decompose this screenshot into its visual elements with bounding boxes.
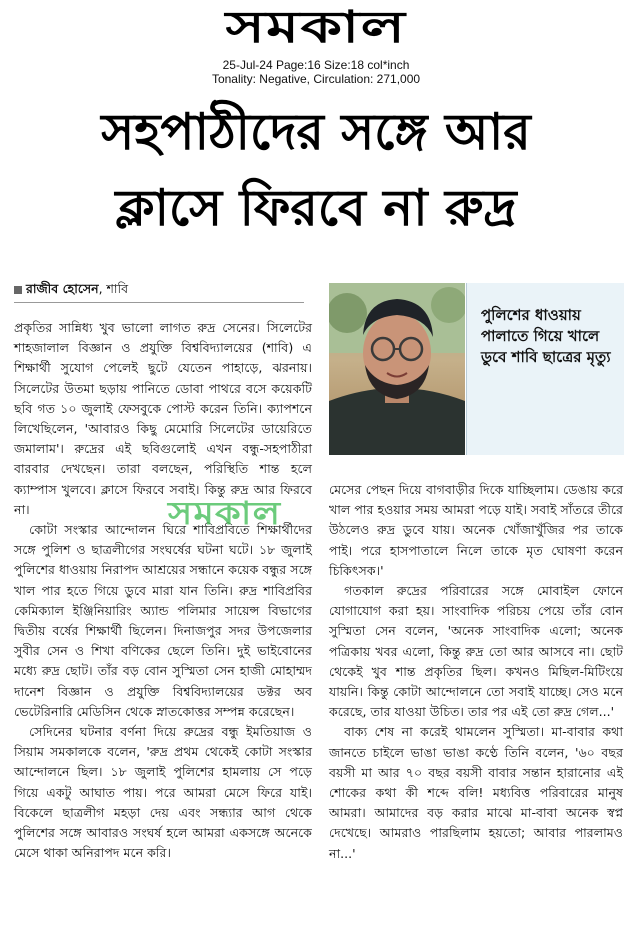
article-paragraph: প্রকৃতির সান্নিধ্য খুব ভালো লাগত রুদ্র সেনের। সিলেটের শাহজালাল বিজ্ঞান ও প্রযুক্তি বিশ্ববিদ্যালয়ের (শাবি) এ শিক্ষার্থী সুযোগ পেলেই ছুটে যেতেন পাহাড়ে, ঝরনায়। সিলেটের উতমা ছড়ায় পানিতে ডোবা পাথরে বসে কয়েকটি ছবি গত ১০ জুলাই ফেসবুকে পোস্ট করেন তিনি। ক্যাপশনে লিখেছিলেন, 'আবারও কিছু মেমোরি সিলেটের ডায়েরিতে জমালাম'। রুদ্রের এই ছবিগুলোই এখন বন্ধু-সহপাঠীরা বারবার দেখছেন। তারা বলছেন, পরিস্থিতি শান্ত হলে ক্যাম্পাস খুলবে। ক্লাসে ফিরবে সবাই। কিন্তু রুদ্র আর ফিরবে না। [14, 320, 312, 517]
byline-place: , শাবি [98, 281, 129, 296]
article-paragraph: সেদিনের ঘটনার বর্ণনা দিয়ে রুদ্রের বন্ধু ইমতিয়াজ ও সিয়াম সমকালকে বলেন, 'রুদ্র প্রথম থেকেই কোটা সংস্কার আন্দোলনে ছিল। ১৮ জুলাই পুলিশের হামলায় সে পড়ে গিয়ে একটু আঘাত পায়। পরে আমরা মেসে ফিরে যাই। বিকেলে ছাত্রলীগ মহড়া দেয় এবং সন্ধ্যার আগ থেকে পুলিশের সঙ্গে আবারও সংঘর্ষ হলে আমরা একসঙ্গে অনেকে মেসে থাকা অনিরাপদ মনে করি। [14, 724, 312, 861]
pull-quote-text: পুলিশের ধাওয়ায় পালাতে গিয়ে খালে ডুবে শাবি ছাত্রের মৃত্যু [481, 306, 611, 366]
masthead [0, 0, 632, 56]
headline-line-2: ক্লাসে ফিরবে না রুদ্র [115, 179, 517, 237]
article-paragraph: কোটা সংস্কার আন্দোলন ঘিরে শাবিপ্রবিতে শিক্ষার্থীদের সঙ্গে পুলিশ ও ছাত্রলীগের সংঘর্ষের ঘটনা ঘটে। ১৮ জুলাই পুলিশের ধাওয়ায় নিরাপদ আশ্রয়ের সন্ধানে কয়েক বন্ধুর সঙ্গে খাল পার হতে গিয়ে ডুবে মারা যান তিনি। রুদ্র শাবিপ্রবির কেমিক্যাল ইঞ্জিনিয়ারিং অ্যান্ড পলিমার সায়েন্স বিভাগের দ্বিতীয় বর্ষের শিক্ষার্থী ছিলেন। দিনাজপুর সদর উপজেলার সুবীর সেন ও শিখা বণিকের ছেলে তিনি। দুই ভাইবোনের মধ্যে রুদ্র ছোট। তাঁর বড় বোন সুস্মিতা সেন হাজী মোহাম্মদ দানেশ বিজ্ঞান ও প্রযুক্তি বিশ্ববিদ্যালয়ের ডক্টর অব ভেটেরিনারি মেডিসিন থেকে স্নাতকোত্তর সম্পন্ন করেছেন। [14, 522, 312, 719]
article-paragraph: গতকাল রুদ্রের পরিবারের সঙ্গে মোবাইল ফোনে যোগাযোগ করা হয়। সাংবাদিক পরিচয় পেয়ে তাঁর বোন সুস্মিতা সেন বলেন, 'অনেক সাংবাদিক এলো; অনেক পত্রিকায় খবর এলো, কিন্তু রুদ্র তো আর আসবে না। ছোট থেকেই খুব শান্ত প্রকৃতির ছিল। কখনও মিছিল-মিটিংয়ে যায়নি। কিন্তু কোটা আন্দোলনে তো সবাই যাচ্ছে। সেও মনে করেছে, তার যাওয়া উচিত। তার পর এই তো রুদ্র গেল...' [329, 583, 623, 720]
newspaper-watermark: সমকাল [168, 494, 282, 532]
portrait-photo [329, 283, 465, 455]
clipping-meta-tonality: Tonality: Negative, Circulation: 271,000 [211, 72, 421, 86]
headline-line-1: সহপাঠীদের সঙ্গে আর [101, 103, 531, 161]
clipping-meta-date-page: 25-Jul-24 Page:16 Size:18 col*inch [222, 58, 410, 72]
newspaper-logo: সমকাল [225, 2, 407, 53]
article-paragraph: মেসের পেছন দিয়ে বাগবাড়ীর দিকে যাচ্ছিলাম। ডেঙায় করে খাল পার হওয়ার সময় আমরা পড়ে যাই। সবাই সাঁতরে তীরে উঠলেও রুদ্র ডুবে যায়। অনেক খোঁজাখুঁজির পর তাকে পাই। পরে হাসপাতালে নিলে তাকে মৃত ঘোষণা করেন চিকিৎসক।' [329, 482, 623, 578]
article-column-left [14, 318, 312, 863]
byline [14, 280, 304, 303]
byline-author: রাজীব হোসেন [26, 281, 99, 296]
article-column-right [329, 480, 623, 864]
portrait-illustration [329, 283, 465, 455]
bullet-square-icon [14, 286, 22, 294]
pull-quote-box [466, 283, 624, 455]
article-paragraph: বাক্য শেষ না করেই থামলেন সুস্মিতা। মা-বাবার কথা জানতে চাইলে ভাঙা ভাঙা কণ্ঠে তিনি বলেন, '৬০ বছর বয়সী মা আর ৭০ বছর বয়সী বাবার সন্তান হারানোর এই শোকের কথা কী শব্দে বলি! মধ্যবিত্ত পরিবারের মানুষ আমরা। আমাদের বড় করার মাঝে মা-বাবা অনেক স্বপ্ন দেখেছে। আমরাও পারছিলাম হয়তো; আবার পারলামও না...' [329, 724, 623, 861]
